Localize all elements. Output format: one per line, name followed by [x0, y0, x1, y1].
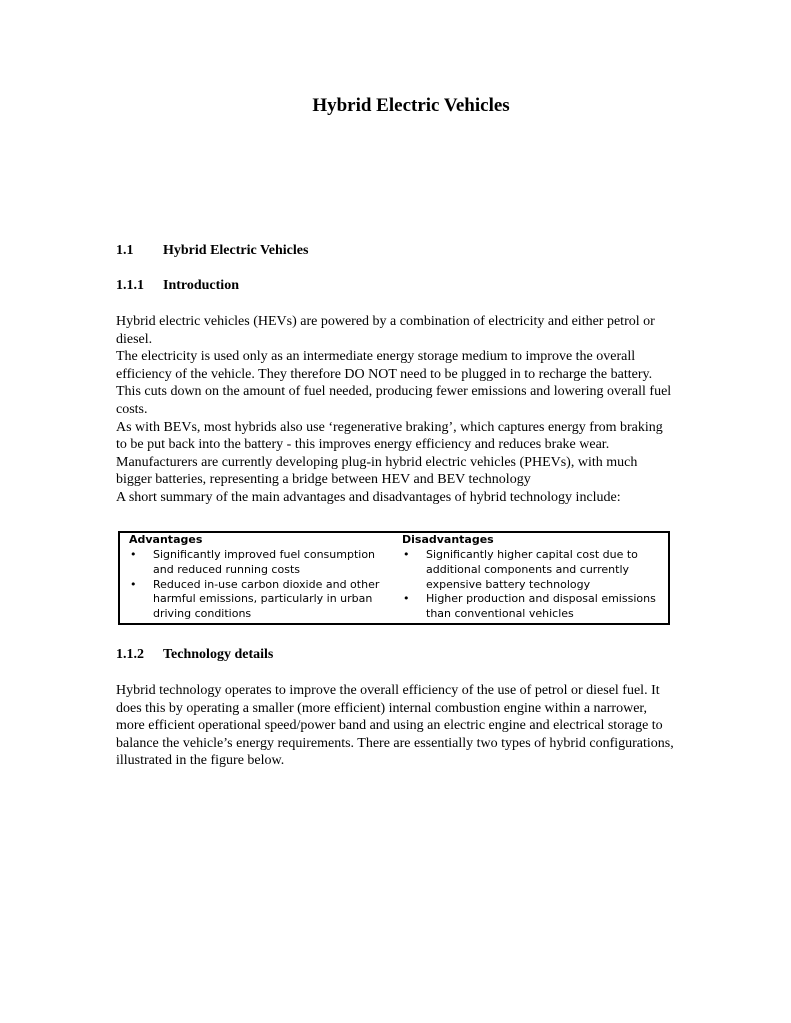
disadvantages-list — [402, 548, 664, 622]
section-number: 1.1 — [116, 243, 134, 258]
advantage-item — [129, 548, 391, 578]
intro-paragraph: The electricity is used only as an intermediate energy storage medium to improve the overall efficiency of the vehicle. They therefore DO NOT need to be plugged in to recharge the battery. This cuts down on the amount of fuel needed, producing fewer emissions and lowering overall fuel costs. — [116, 349, 672, 417]
advantages-heading: Advantages — [129, 533, 203, 546]
section-heading-technology-details — [116, 646, 273, 664]
intro-paragraph: A short summary of the main advantages and disadvantages of hybrid technology include: — [116, 489, 621, 505]
advantages-list — [129, 548, 391, 622]
section-number: 1.1.2 — [116, 647, 144, 662]
advantages-column — [129, 533, 391, 622]
bullet-icon: • — [130, 577, 137, 591]
advantages-disadvantages-table — [118, 531, 670, 625]
section-title: Technology details — [163, 647, 274, 662]
advantage-text: Significantly improved fuel consumption and reduced running costs — [153, 548, 376, 576]
technology-details-body — [116, 682, 676, 770]
disadvantages-column — [402, 533, 664, 622]
section-title: Hybrid Electric Vehicles — [163, 243, 309, 258]
section-heading-hybrid-electric-vehicles — [116, 242, 308, 260]
disadvantage-item — [402, 548, 664, 592]
disadvantage-text: Higher production and disposal emissions than conventional vehicles — [426, 592, 656, 621]
disadvantages-heading: Disadvantages — [402, 533, 494, 546]
introduction-body — [116, 313, 676, 507]
disadvantage-text: Significantly higher capital cost due to additional components and currently expensive battery technology — [426, 548, 638, 591]
intro-paragraph: As with BEVs, most hybrids also use ‘regenerative braking’, which captures energy from braking to be put back into the battery - this improves energy efficiency and reduces brake wear. — [116, 419, 663, 453]
intro-paragraph: Hybrid electric vehicles (HEVs) are powered by a combination of electricity and either petrol or diesel. — [116, 314, 655, 347]
section-number: 1.1.1 — [116, 278, 144, 293]
disadvantage-item — [402, 592, 664, 622]
advantage-item — [129, 578, 391, 622]
page-title: Hybrid Electric Vehicles — [312, 95, 510, 116]
bullet-icon: • — [130, 548, 137, 561]
section-title: Introduction — [163, 278, 239, 293]
bullet-icon: • — [403, 592, 410, 606]
intro-paragraph: Manufacturers are currently developing plug-in hybrid electric vehicles (PHEVs), with much bigger batteries, representing a bridge between HEV and BEV technology — [116, 454, 638, 488]
advantage-text: Reduced in-use carbon dioxide and other harmful emissions, particularly in urban driving conditions — [153, 577, 380, 621]
technology-paragraph: Hybrid technology operates to improve the overall efficiency of the use of petrol or diesel fuel. It does this by operating a smaller (more efficient) internal combustion engine within a narrower, more efficient operational speed/power band and using an electric engine and electrical storage to balance the vehicle’s energy requirements. There are essentially two types of hybrid configurations, illustrated in the figure below. — [116, 683, 674, 769]
section-heading-introduction — [116, 277, 239, 295]
bullet-icon: • — [403, 548, 410, 561]
